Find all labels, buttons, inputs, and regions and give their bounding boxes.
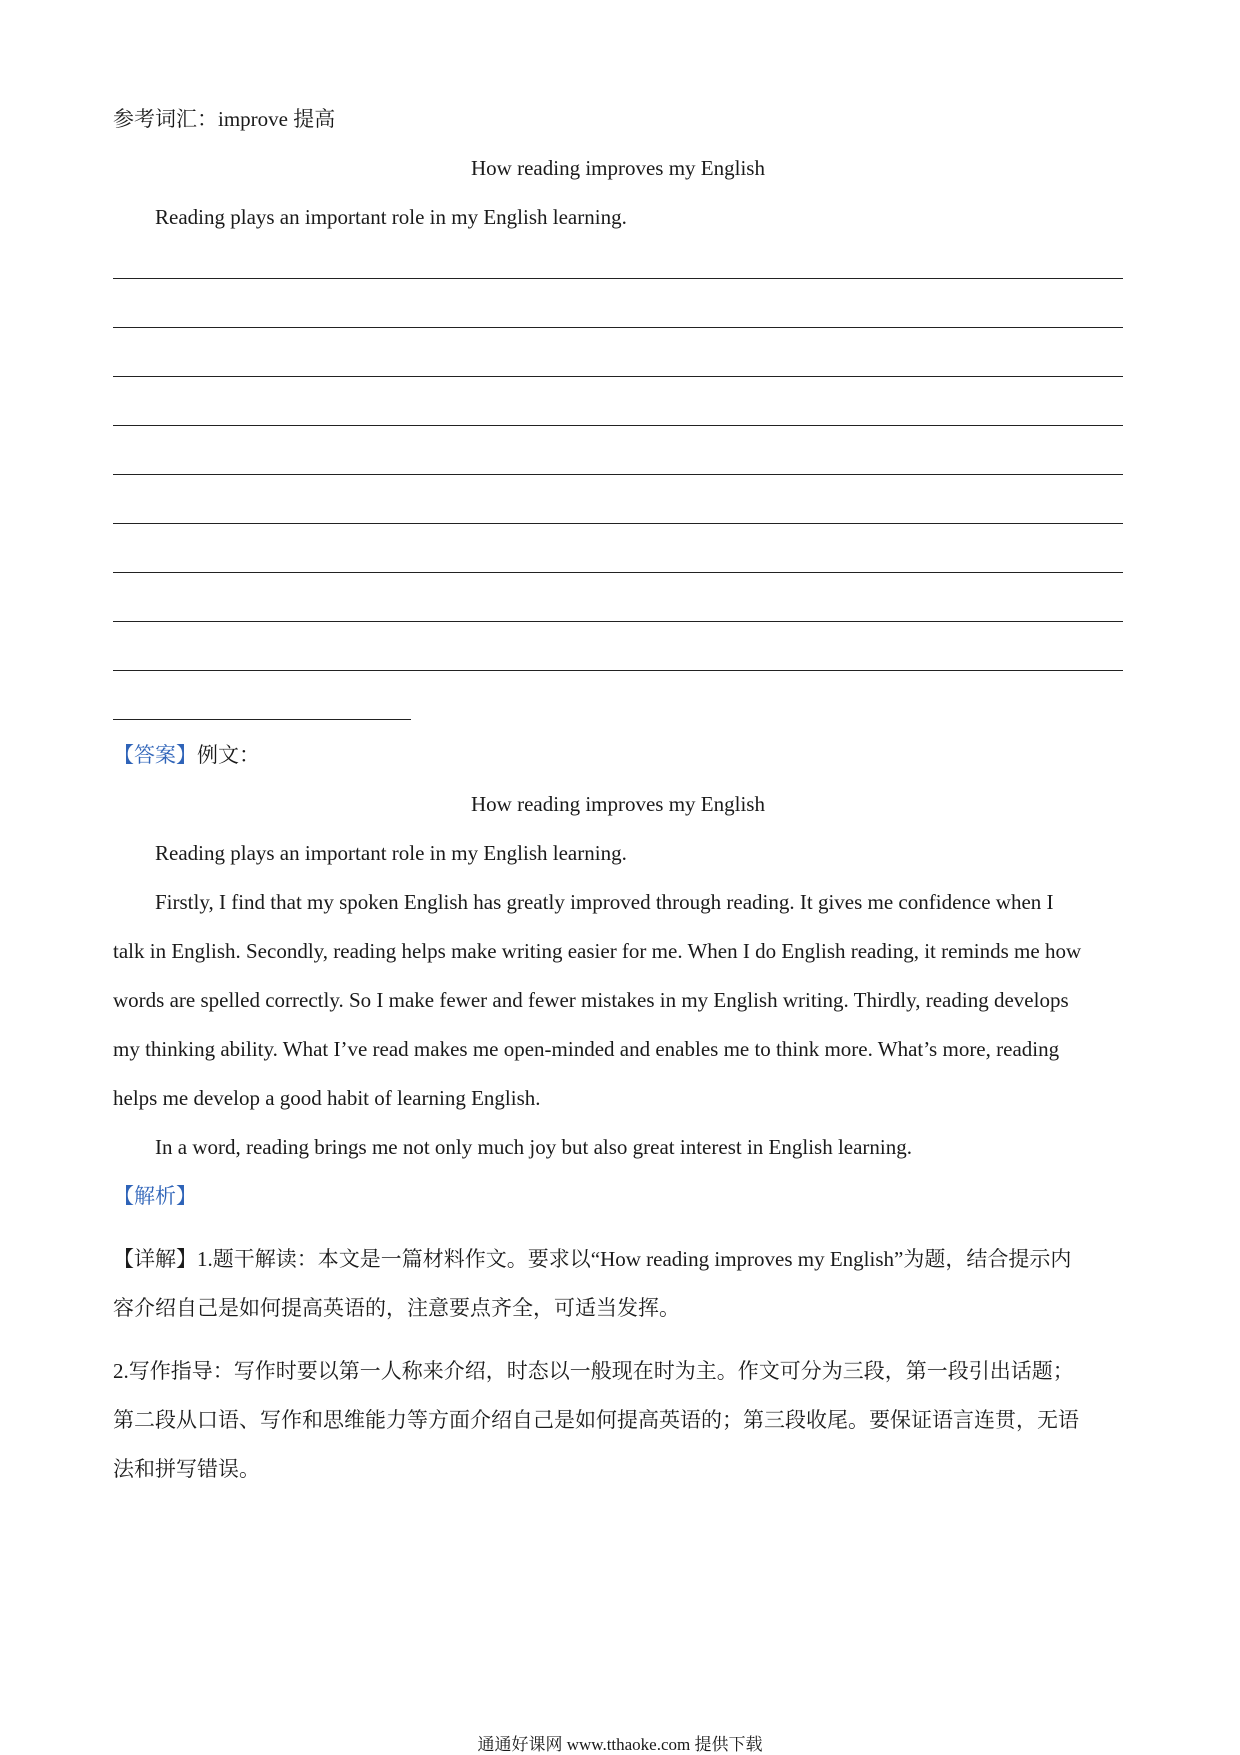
detail-text: 1.题干解读：本文是一篇材料作文。要求以“How reading improves my English”为题，结合提示内 <box>197 1247 1072 1271</box>
answer-suffix: 例文： <box>197 743 260 767</box>
answer-p2-line: words are spelled correctly. So I make fewer and fewer mistakes in my English writing. Thirdly, reading develops <box>113 988 1069 1012</box>
answer-p2-line: Firstly, I find that my spoken English has greatly improved through reading. It gives me confidence when I <box>155 890 1054 914</box>
writing-line <box>113 670 1123 671</box>
writing-line <box>113 376 1123 377</box>
vocab-label: 参考词汇： <box>113 107 218 131</box>
prompt-title: How reading improves my English <box>471 156 765 180</box>
answer-paragraph-1: Reading plays an important role in my English learning. <box>155 841 627 865</box>
detail-label: 【详解】 <box>113 1247 197 1271</box>
detail-line: 容介绍自己是如何提高英语的，注意要点齐全，可适当发挥。 <box>113 1296 680 1320</box>
answer-p2-line: my thinking ability. What I’ve read makes me open-minded and enables me to think more. What’s more, reading <box>113 1037 1060 1061</box>
vocab-meaning: 提高 <box>293 107 336 131</box>
writing-line <box>113 572 1123 573</box>
page-footer: 通通好课网 www.tthaoke.com 提供下载 <box>477 1735 763 1754</box>
writing-line <box>113 474 1123 475</box>
writing-line <box>113 523 1123 524</box>
answer-label: 【答案】 <box>113 743 197 767</box>
prompt-first-sentence: Reading plays an important role in my English learning. <box>155 205 627 229</box>
writing-line <box>113 327 1123 328</box>
vocab-line <box>113 106 335 132</box>
writing-line <box>113 278 1123 279</box>
writing-line <box>113 621 1123 622</box>
answer-paragraph-3: In a word, reading brings me not only much joy but also great interest in English learning. <box>155 1135 913 1159</box>
analysis-label: 【解析】 <box>113 1184 197 1208</box>
answer-heading <box>113 742 260 768</box>
answer-p2-line: talk in English. Secondly, reading helps make writing easier for me. When I do English reading, it reminds me how <box>113 939 1082 963</box>
writing-line <box>113 425 1123 426</box>
vocab-word: improve <box>218 107 288 131</box>
detail-line <box>113 1246 1071 1272</box>
answer-title: How reading improves my English <box>471 792 765 816</box>
answer-p2-line: helps me develop a good habit of learning English. <box>113 1086 541 1110</box>
guide-line: 2.写作指导：写作时要以第一人称来介绍，时态以一般现在时为主。作文可分为三段，第一段引出话题； <box>113 1359 1074 1383</box>
guide-line: 第二段从口语、写作和思维能力等方面介绍自己是如何提高英语的；第三段收尾。要保证语言连贯，无语 <box>113 1408 1079 1432</box>
guide-line: 法和拼写错误。 <box>113 1457 260 1481</box>
writing-line-short <box>113 719 411 720</box>
